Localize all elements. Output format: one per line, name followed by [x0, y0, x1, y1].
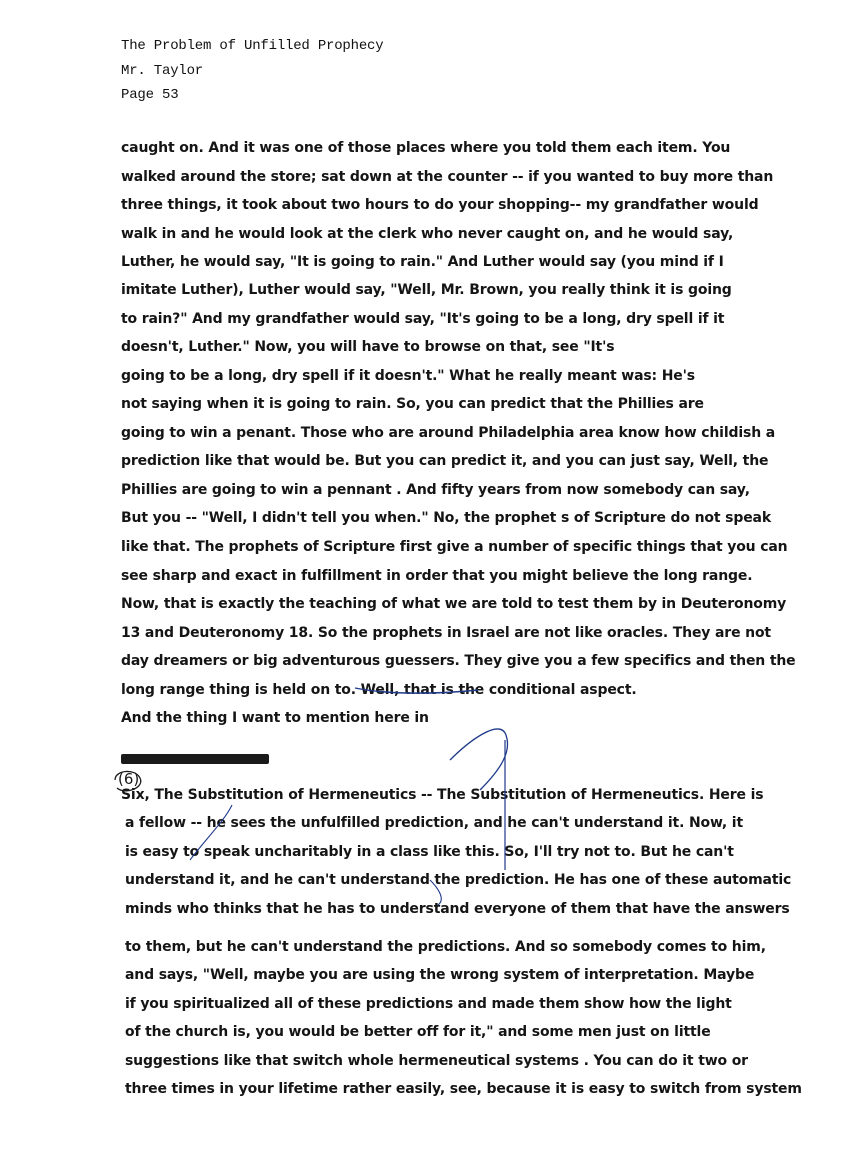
text-line: if you spiritualized all of these predictions and made them show how the light	[125, 996, 732, 1012]
text-line: to them, but he can't understand the predictions. And so somebody comes to him,	[125, 939, 766, 955]
text-line: walk in and he would look at the clerk who never caught on, and he would say,	[121, 226, 734, 242]
text-line: walked around the store; sat down at the counter -- if you wanted to buy more than	[121, 169, 774, 185]
text-line: three things, it took about two hours to do your shopping-- my grandfather would	[121, 197, 759, 213]
section-heading-line: Six, The Substitution of Hermeneutics -- The Substitution of Hermeneutics. Here is	[121, 787, 764, 803]
text-line: caught on. And it was one of those places where you told them each item. You	[121, 140, 731, 156]
text-line: But you -- "Well, I didn't tell you when." No, the prophet s of Scripture do not speak	[121, 510, 771, 526]
text-line: prediction like that would be. But you can predict it, and you can just say, Well, the	[121, 453, 769, 469]
text-line: imitate Luther), Luther would say, "Well, Mr. Brown, you really think it is going	[121, 282, 732, 298]
text-line: minds who thinks that he has to understand everyone of them that have the answers	[125, 901, 790, 917]
text-line: three times in your lifetime rather easily, see, because it is easy to switch from system	[125, 1081, 802, 1097]
page-number: Page 53	[121, 87, 179, 103]
text-line: a fellow -- he sees the unfulfilled prediction, and he can't understand it. Now, it	[125, 815, 743, 831]
text-line: like that. The prophets of Scripture first give a number of specific things that you can	[121, 539, 788, 555]
text-line: of the church is, you would be better off for it," and some men just on little	[125, 1024, 711, 1040]
text-line: is easy to speak uncharitably in a class like this. So, I'll try not to. But he can't	[125, 844, 734, 860]
text-line: going to win a penant. Those who are around Philadelphia area know how childish a	[121, 425, 776, 441]
text-line: day dreamers or big adventurous guessers. They give you a few specifics and then the	[121, 653, 796, 669]
text-line: see sharp and exact in fulfillment in order that you might believe the long range.	[121, 568, 753, 584]
text-line: Luther, he would say, "It is going to rain." And Luther would say (you mind if I	[121, 254, 724, 270]
struck-out-heading	[121, 754, 269, 764]
text-line: going to be a long, dry spell if it doesn't." What he really meant was: He's	[121, 368, 695, 384]
handwritten-section-number: (6)	[118, 770, 140, 788]
text-line: not saying when it is going to rain. So, you can predict that the Phillies are	[121, 396, 704, 412]
text-line: long range thing is held on to. Well, that is the conditional aspect.	[121, 682, 637, 698]
text-line: Now, that is exactly the teaching of what we are told to test them by in Deuteronomy	[121, 596, 787, 612]
text-line: to rain?" And my grandfather would say, "It's going to be a long, dry spell if it	[121, 311, 725, 327]
text-line: Phillies are going to win a pennant . And fifty years from now somebody can say,	[121, 482, 750, 498]
speaker-name: Mr. Taylor	[121, 62, 204, 79]
text-line: and says, "Well, maybe you are using the wrong system of interpretation. Maybe	[125, 967, 755, 983]
text-line: 13 and Deuteronomy 18. So the prophets in Israel are not like oracles. They are not	[121, 625, 771, 641]
document-title: The Problem of Unfilled Prophecy	[121, 38, 384, 54]
text-line: suggestions like that switch whole hermeneutical systems . You can do it two or	[125, 1053, 748, 1069]
text-line: And the thing I want to mention here in	[121, 710, 429, 726]
text-line: doesn't, Luther." Now, you will have to browse on that, see "It's	[121, 339, 615, 355]
text-line: understand it, and he can't understand the prediction. He has one of these automatic	[125, 872, 792, 888]
